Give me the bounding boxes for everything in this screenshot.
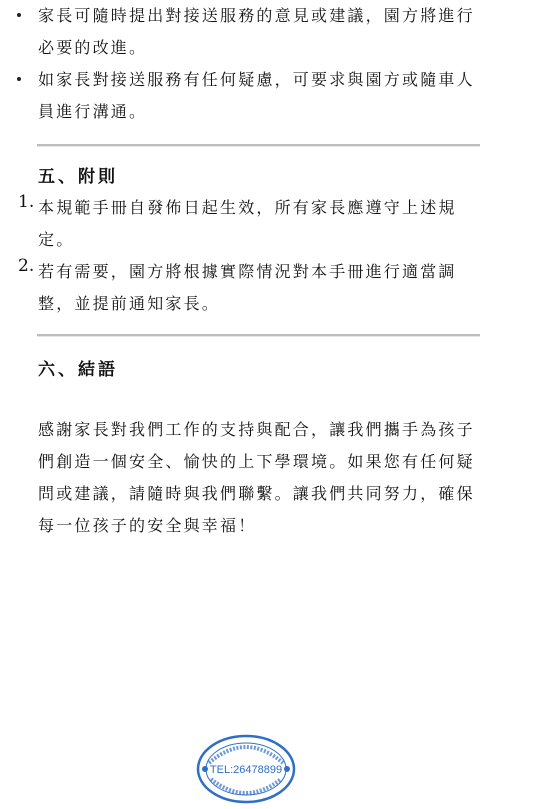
bullet-list xyxy=(0,0,478,128)
section-divider xyxy=(37,144,480,146)
seal-phone: TEL:26478899 xyxy=(209,764,283,776)
list-item xyxy=(0,0,478,64)
seal-star-icon xyxy=(285,767,290,772)
item-text: 若有需要，園方將根據實際情況對本手冊進行適當調整，並提前通知家長。 xyxy=(38,262,457,313)
list-item xyxy=(0,192,478,256)
seal-star-icon xyxy=(203,767,208,772)
bullet-dot-icon xyxy=(17,77,21,81)
bullet-text: 如家長對接送服務有任何疑慮，可要求與園方或隨車人員進行溝通。 xyxy=(38,70,475,121)
section-heading: 五、附則 xyxy=(38,167,118,187)
bullet-text: 家長可隨時提出對接送服務的意見或建議，園方將進行必要的改進。 xyxy=(38,6,475,57)
list-item xyxy=(0,256,478,320)
item-number: 1. xyxy=(18,192,35,212)
list-item xyxy=(0,64,478,128)
item-text: 本規範手冊自發佈日起生效，所有家長應遵守上述規定。 xyxy=(38,198,457,249)
numbered-list xyxy=(0,192,478,320)
item-number: 2. xyxy=(18,256,35,276)
seal-bottom-lettering xyxy=(211,779,281,793)
closing-paragraph: 感謝家長對我們工作的支持與配合，讓我們攜手為孩子們創造一個安全、愉快的上下學環境。如果您有任何疑問或建議，請隨時與我們聯繫。讓我們共同努力，確保每一位孩子的安全與幸福！ xyxy=(38,420,475,535)
school-seal-stamp xyxy=(195,733,297,805)
bullet-dot-icon xyxy=(17,13,21,17)
section-heading: 六、結語 xyxy=(38,360,118,380)
section-divider xyxy=(37,334,480,336)
